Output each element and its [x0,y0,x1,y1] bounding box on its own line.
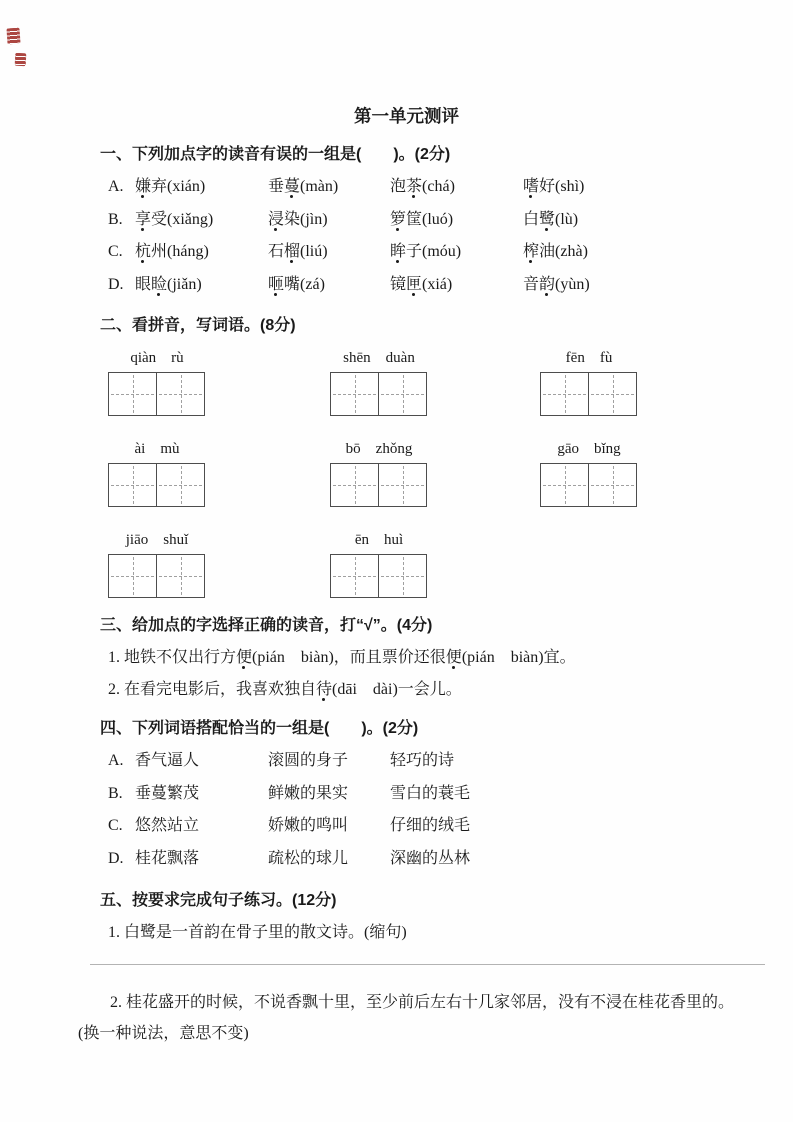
pinyin-annotation: (shì) [555,178,585,195]
writing-grid [108,463,330,507]
dotted-char: 嫌 [135,178,152,195]
pinyin-label [540,348,638,368]
word-text: 受 [151,210,168,228]
phrase: 香气逼人 [135,752,200,769]
sentence-text: (pián biàn)，而且票价还很 [252,649,446,666]
word-item [390,171,523,204]
word-text: 州 [151,243,168,260]
option-label: B. [108,210,123,228]
pinyin-annotation: (màn) [300,178,339,195]
word-text: 嘴 [284,275,301,293]
q4-option-b [108,778,735,811]
pinyin-annotation: (jiǎn) [167,275,202,293]
q4-option-d [108,843,735,876]
option-label: D. [108,849,124,867]
writing-cell [378,372,427,416]
pinyin-label [330,439,428,459]
phrase: 垂蔓繁茂 [135,784,200,802]
red-stamp-mark [6,28,20,45]
word-text: 石 [268,243,285,260]
word-text: 白 [523,210,540,228]
pinyin-syllable: rù [171,350,184,366]
pinyin-syllable: mù [160,441,180,457]
page-title: 第一单元测评 [354,106,459,126]
writing-cell [330,463,379,507]
dotted-char: 箩 [390,210,407,228]
dotted-char: 茶 [406,178,423,195]
pinyin-syllable: bō [345,441,361,457]
word-item [268,171,390,204]
option-label: D. [108,275,124,293]
pinyin-word-block [330,439,540,507]
word-text: 泡 [390,178,407,195]
pinyin-syllable: duàn [385,350,415,366]
writing-cell [588,372,637,416]
sentence-text: 2. 在看完电影后，我喜欢独自 [108,681,317,698]
q5-header: 五、按要求完成句子练习。(12分) [100,892,337,909]
pinyin-word-block [108,348,330,416]
phrase: 娇嫩的鸣叫 [268,817,349,834]
pinyin-annotation: (jìn) [300,210,328,228]
dotted-char: 榨 [523,243,540,260]
writing-cell [108,372,157,416]
writing-cell [540,463,589,507]
word-text: 子 [406,243,423,260]
phrase: 疏松的球儿 [268,849,349,867]
writing-cell [156,372,205,416]
writing-cell [156,554,205,598]
dotted-char: 便 [445,649,462,666]
writing-grid [540,463,735,507]
pinyin-syllable: zhǒng [375,441,413,457]
pinyin-annotation: (chá) [422,178,455,195]
sentence-text: (dāi dài)一会儿。 [332,681,462,698]
q3-sentence-2 [108,674,735,706]
dotted-char: 便 [236,649,253,666]
dotted-char: 嗜 [523,178,540,195]
q4-header: 四、下列词语搭配恰当的一组是( )。(2分) [100,720,419,737]
word-text: 垂 [268,178,285,195]
dotted-char: 韵 [539,275,556,293]
phrase: 悠然站立 [135,817,200,834]
pinyin-annotation: (xiǎng) [167,210,214,228]
dotted-char: 杭 [135,243,152,260]
phrase: 深幽的丛林 [390,849,471,867]
word-item [268,204,390,237]
dotted-char: 匣 [406,275,423,293]
pinyin-annotation: (yùn) [555,275,590,293]
pinyin-syllable: shēn [343,350,371,366]
phrase: 滚圆的身子 [268,752,349,769]
pinyin-annotation: (liú) [300,243,328,260]
q2-grids [108,348,735,598]
word-text: 油 [539,243,556,260]
pinyin-annotation: (háng) [167,243,209,260]
word-item [135,204,268,237]
writing-grid [330,463,540,507]
pinyin-annotation: (lù) [555,210,579,228]
dotted-char: 待 [316,681,333,698]
pinyin-syllable: huì [384,532,404,548]
word-item [390,236,523,269]
phrase: 轻巧的诗 [390,752,455,769]
phrase: 桂花飘落 [135,849,200,867]
dotted-char: 眸 [390,243,407,260]
option-label: A. [108,178,124,195]
answer-line [90,964,765,965]
q3-sentence-1 [108,642,735,674]
q5-item-2-note: (换一种说法，意思不变) [78,1025,249,1042]
pinyin-label [108,530,206,550]
q5-item-2: 2. 桂花盛开的时候，不说香飘十里，至少前后左右十几家邻居，没有不浸在桂花香里的。 [110,994,735,1011]
q4-options [108,745,735,875]
writing-cell [540,372,589,416]
q2-grid-row [108,439,735,507]
word-text: 镜 [390,275,407,293]
pinyin-word-block [108,530,330,598]
pinyin-annotation: (zhà) [555,243,588,260]
q1-option-b [108,204,735,237]
writing-cell [330,554,379,598]
q1-option-a [108,171,735,204]
word-item [135,171,268,204]
pinyin-syllable: fù [599,350,613,366]
pinyin-label [330,530,428,550]
dotted-char: 蔓 [284,178,301,195]
writing-cell [378,554,427,598]
writing-cell [378,463,427,507]
word-text: 染 [284,210,301,228]
option-label: A. [108,752,124,769]
pinyin-word-block [540,439,735,507]
word-text: 音 [523,275,540,293]
word-item [523,204,735,237]
pinyin-annotation: (xiá) [422,275,453,293]
word-item [523,236,735,269]
pinyin-syllable: fēn [565,350,585,366]
pinyin-syllable: bǐng [594,441,621,457]
pinyin-annotation: (zá) [300,275,325,293]
sentence-text: 1. 地铁不仅出行方 [108,649,237,666]
option-label: C. [108,817,123,834]
red-stamp-mark [15,53,27,67]
writing-cell [108,554,157,598]
option-label: C. [108,243,123,260]
word-item [523,269,735,302]
pinyin-syllable: shuǐ [163,532,189,548]
dotted-char: 榴 [284,243,301,260]
q3-sentences [108,642,735,706]
phrase: 仔细的绒毛 [390,817,471,834]
pinyin-syllable: gāo [557,441,579,457]
writing-grid [330,372,540,416]
writing-grid [108,554,330,598]
pinyin-syllable: jiāo [125,532,149,548]
phrase: 鲜嫩的果实 [268,784,349,802]
dotted-char: 睑 [151,275,168,293]
word-text: 筐 [406,210,423,228]
phrase: 雪白的蓑毛 [390,784,471,802]
writing-cell [156,463,205,507]
q2-grid-row [108,348,735,416]
pinyin-annotation: (móu) [422,243,462,260]
pinyin-syllable: ēn [354,532,369,548]
pinyin-label [108,348,206,368]
pinyin-syllable: qiàn [130,350,157,366]
word-item [135,269,268,302]
writing-grid [330,554,540,598]
dotted-char: 浸 [268,210,285,228]
word-text: 眼 [135,275,152,293]
q1-option-c [108,236,735,269]
writing-cell [108,463,157,507]
pinyin-word-block [330,530,540,598]
q4-option-c [108,810,735,843]
pinyin-word-block [540,348,735,416]
q1-header: 一、下列加点字的读音有误的一组是( )。(2分) [100,146,451,163]
q1-options [108,171,735,301]
word-item [390,204,523,237]
word-item [523,171,735,204]
writing-cell [330,372,379,416]
writing-grid [108,372,330,416]
word-item [390,269,523,302]
q4-option-a [108,745,735,778]
pinyin-word-block [330,348,540,416]
writing-grid [540,372,735,416]
pinyin-word-block [108,439,330,507]
q2-grid-row [108,530,735,598]
q1-option-d [108,269,735,302]
sentence-text: (pián biàn)宜。 [461,649,576,666]
option-label: B. [108,784,123,802]
pinyin-label [108,439,206,459]
word-text: 弃 [151,178,168,195]
pinyin-syllable: ài [134,441,146,457]
writing-cell [588,463,637,507]
dotted-char: 鹭 [539,210,556,228]
word-text: 好 [539,178,556,195]
dotted-char: 享 [135,210,152,228]
word-item [135,236,268,269]
pinyin-label [540,439,638,459]
pinyin-label [330,348,428,368]
pinyin-annotation: (xián) [167,178,206,195]
word-item [268,236,390,269]
q3-header: 三、给加点的字选择正确的读音，打“√”。(4分) [100,617,433,634]
word-item [268,269,390,302]
dotted-char: 咂 [268,275,285,293]
pinyin-annotation: (luó) [422,210,454,228]
q2-header: 二、看拼音，写词语。(8分) [100,317,296,334]
q5-item-1: 1. 白鹭是一首韵在骨子里的散文诗。(缩句) [108,924,407,941]
